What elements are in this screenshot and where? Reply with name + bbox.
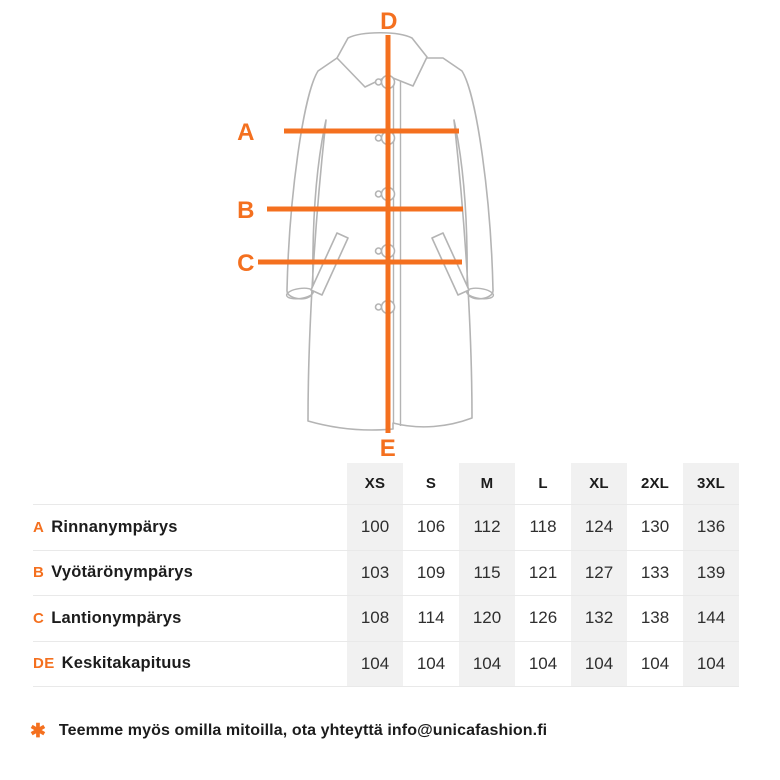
cell: 104	[416, 653, 446, 673]
cell: 132	[584, 608, 614, 628]
cell: 104	[584, 653, 614, 673]
row-label	[33, 551, 347, 596]
measure-letter-c: C	[237, 250, 255, 277]
row-label	[33, 596, 347, 641]
measure-letter-d: D	[380, 8, 398, 35]
measure-letter-b: B	[237, 197, 255, 224]
cell: 106	[416, 517, 446, 537]
table-row-hip	[33, 595, 739, 641]
cell: 109	[416, 562, 446, 582]
cell: 112	[473, 517, 501, 537]
cell: 104	[696, 653, 726, 673]
size-header-l: L	[538, 475, 548, 492]
cell: 136	[696, 517, 726, 537]
cell: 121	[528, 562, 558, 582]
cell: 103	[360, 562, 390, 582]
row-label	[33, 642, 347, 687]
cell: 104	[640, 653, 670, 673]
size-table-body	[33, 504, 739, 687]
size-header-m: M	[480, 475, 494, 492]
cell: 120	[472, 608, 502, 628]
size-header-3xl: 3XL	[696, 475, 726, 492]
cell: 100	[360, 517, 390, 537]
header-spacer	[33, 463, 347, 504]
row-letter: B	[33, 564, 45, 582]
row-label	[33, 505, 347, 550]
cell: 133	[640, 562, 670, 582]
cell: 124	[584, 517, 614, 537]
row-name: Lantionympärys	[51, 608, 182, 627]
cell: 144	[696, 608, 726, 628]
footer-note-text: Teemme myös omilla mitoilla, ota yhteyttä info@unicafashion.fi	[58, 722, 548, 739]
size-header-xs: XS	[364, 475, 386, 492]
cell: 138	[640, 608, 670, 628]
size-header-2xl: 2XL	[640, 475, 670, 492]
row-name: Vyötärönympärys	[51, 563, 194, 582]
table-row-back-length	[33, 641, 739, 687]
row-letter: DE	[33, 655, 55, 673]
cell: 130	[640, 517, 670, 537]
size-table	[33, 463, 739, 686]
cell: 104	[528, 653, 558, 673]
table-row-chest	[33, 504, 739, 550]
measure-letter-e: E	[379, 435, 397, 460]
cell: 104	[360, 653, 390, 673]
cell: 115	[473, 562, 501, 582]
cell: 139	[696, 562, 726, 582]
size-header-xl: XL	[589, 475, 609, 492]
cell: 114	[417, 608, 445, 628]
asterisk-icon: ✱	[30, 720, 46, 742]
cell: 126	[528, 608, 558, 628]
cell: 127	[584, 562, 614, 582]
cell: 104	[472, 653, 502, 673]
size-table-header	[33, 463, 739, 504]
measure-letter-a: A	[237, 119, 255, 146]
row-letter: C	[33, 609, 45, 627]
custom-measurements-note	[30, 719, 547, 743]
row-name: Keskitakapituus	[61, 654, 192, 673]
row-name: Rinnanympärys	[51, 517, 178, 536]
cell: 108	[360, 608, 390, 628]
size-header-s: S	[425, 475, 437, 492]
cell: 118	[529, 517, 557, 537]
row-letter: A	[33, 518, 45, 536]
table-row-waist	[33, 550, 739, 596]
